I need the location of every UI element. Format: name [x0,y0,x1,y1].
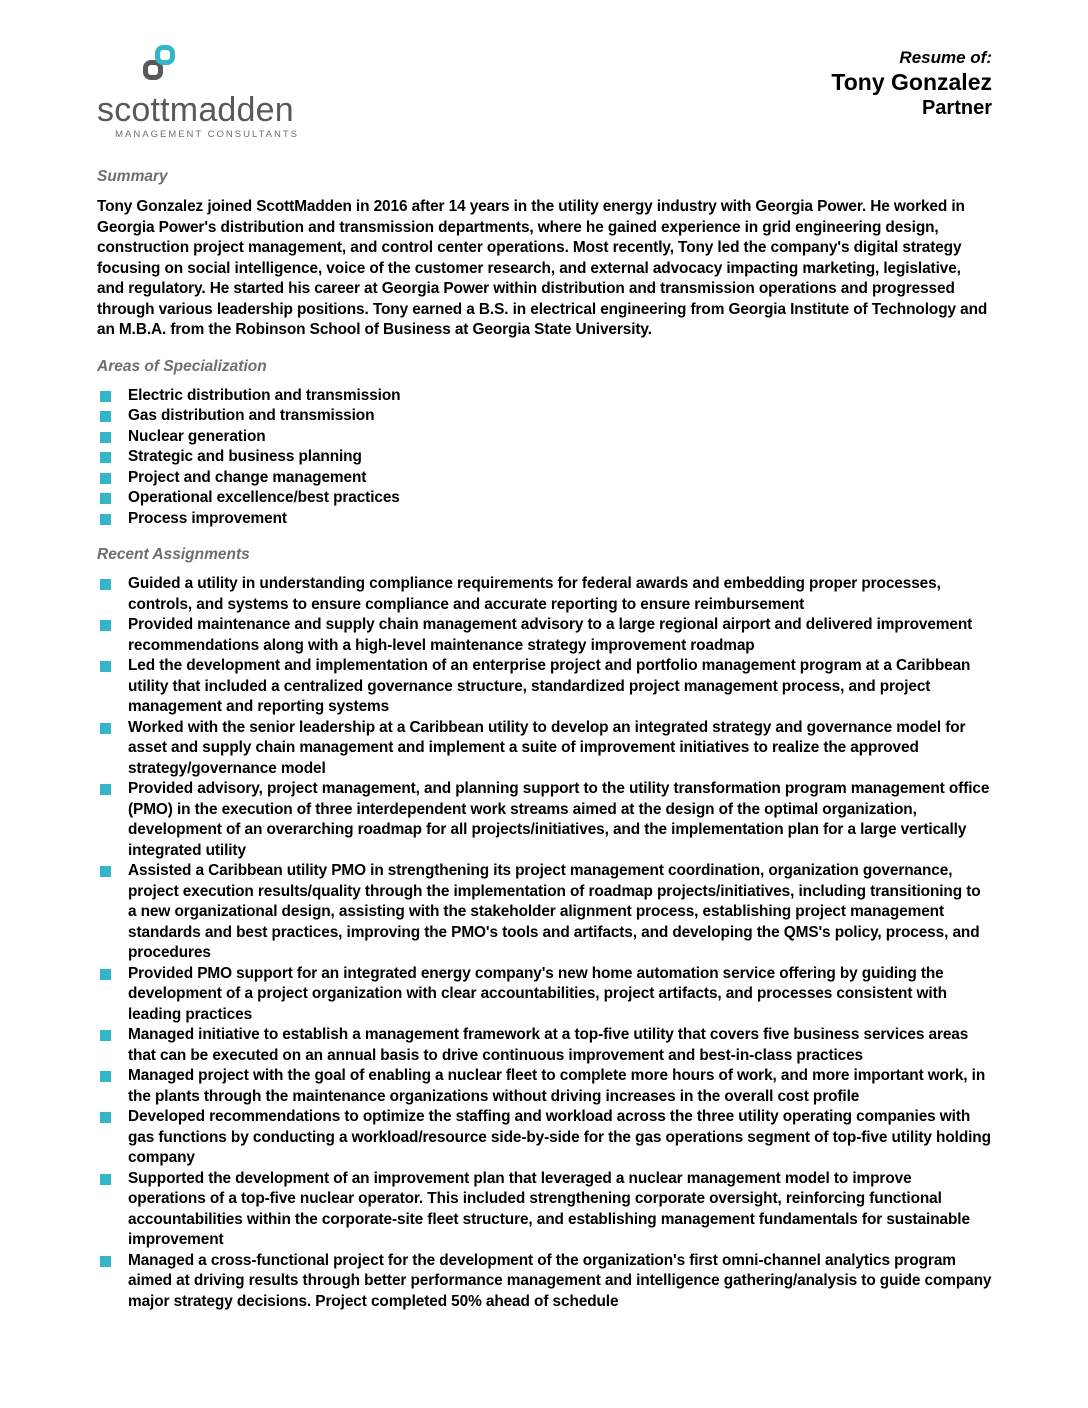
list-item-text: Managed a cross-functional project for the development of the organization's first omni-channel analytics program aimed at driving results through better performance management and intelligence gathering/analysis to guide company major strategy decisions. Project completed 50% ahead of schedule [128,1251,992,1310]
list-item-text: Operational excellence/best practices [128,489,400,506]
assignments-heading: Recent Assignments [97,546,250,563]
page-header [97,45,992,140]
list-item-text: Project and change management [128,468,367,486]
list-item-text: Provided maintenance and supply chain management advisory to a large regional airport and delivered improvement recommendations along with a high-level maintenance strategy improvement roadmap [128,616,973,654]
specialization-item [97,427,992,448]
assignment-item [97,1025,992,1066]
list-item-text: Managed project with the goal of enabling a nuclear fleet to complete more hours of work, and more important work, in the plants through the maintenance organizations without driving increases in the overall cost profile [128,1067,986,1105]
bullet-square-icon [100,866,111,877]
specialization-heading: Areas of Specialization [97,357,267,375]
scottmadden-logo [97,45,317,140]
person-title: Partner [921,97,992,119]
bullet-square-icon [100,1112,111,1123]
assignments-list [97,574,992,1312]
specialization-item [97,509,992,530]
list-item-text: Led the development and implementation of an enterprise project and portfolio management program at a Caribbean utility that included a centralized governance structure, standardized project management process, and project management and reporting systems [128,657,971,715]
logo-tagline: MANAGEMENT CONSULTANTS [115,129,299,140]
list-item-text: Provided PMO support for an integrated energy company's new home automation service offering by guiding the development of a project organization with clear accountabilities, project artifacts, and processes consistent with leading practices [128,964,947,1023]
specialization-item [97,488,992,509]
list-item-text: Process improvement [128,509,287,527]
bullet-square-icon [100,1256,111,1267]
list-item-text: Provided advisory, project management, and planning support to the utility transformation program management office (PMO) in the execution of three interdependent work streams aimed at the design of the optimal organization, development of an overarching roadmap for all projects/initiatives, and the implementation plan for a large vertically integrated utility [128,780,990,859]
specialization-item [97,468,992,489]
bullet-square-icon [100,579,111,590]
assignment-item [97,615,992,656]
list-item-text: Nuclear generation [128,427,266,445]
list-item-text: Supported the development of an improvement plan that leveraged a nuclear management model to improve operations of a top-five nuclear operator. This included strengthening corporate oversight, reinforcing functional accountabilities within the corporate-site fleet structure, and establishing management fundamentals for sustainable improvement [128,1169,970,1248]
bullet-square-icon [100,723,111,734]
list-item-text: Guided a utility in understanding compliance requirements for federal awards and embedding proper processes, controls, and systems to ensure compliance and accurate reporting to ensure reimbursement [128,575,941,613]
assignment-item [97,718,992,780]
specialization-item [97,386,992,407]
bullet-square-icon [100,391,111,402]
assignment-item [97,1107,992,1169]
list-item-text: Developed recommendations to optimize the staffing and workload across the three utility operating companies with gas functions by conducting a workload/resource side-by-side for the gas operations segment of top-five utility holding company [128,1108,991,1166]
bullet-square-icon [100,493,111,504]
bullet-square-icon [100,452,111,463]
bullet-square-icon [100,1174,111,1185]
assignment-item [97,1251,992,1313]
list-item-text: Managed initiative to establish a management framework at a top-five utility that covers five business services areas that can be executed on an annual basis to drive continuous improvement and best-in-class practices [128,1026,969,1064]
bullet-square-icon [100,514,111,525]
list-item-text: Strategic and business planning [128,448,362,465]
specialization-item [97,447,992,468]
bullet-square-icon [100,620,111,631]
bullet-square-icon [100,1071,111,1082]
logo-mark-icon [97,45,317,92]
assignment-item [97,964,992,1026]
list-item-text: Assisted a Caribbean utility PMO in strengthening its project management coordination, organization governance, project execution results/quality through the implementation of roadmap projects/initiatives, including transitioning to a new organizational design, assisting with the stakeholder alignment process, establishing project management standards and best practices, improving the PMO's tools and artifacts, and developing the QMS's policy, process, and procedures [128,862,981,961]
bullet-square-icon [100,411,111,422]
logo-teal-square-icon [155,45,175,65]
assignment-item [97,656,992,718]
list-item-text: Worked with the senior leadership at a Caribbean utility to develop an integrated strategy and governance model for asset and supply chain management and implement a suite of improvement initiatives to realize the approved strategy/governance model [128,718,966,777]
specialization-item [97,406,992,427]
bullet-square-icon [100,432,111,443]
list-item-text: Gas distribution and transmission [128,407,375,424]
resume-header-block [831,48,992,119]
summary-paragraph: Tony Gonzalez joined ScottMadden in 2016 after 14 years in the utility energy industry with Georgia Power. He worked in Georgia Power's distribution and transmission departments, where he gained experience in grid engineering design, construction project management, and control center operations. Most recently, Tony led the company's digital strategy focusing on social intelligence, voice of the customer research, and external advocacy impacting marketing, legislative, and regulatory. He started his career at Georgia Power within distribution and transmission operations and progressed through various leadership positions. Tony earned a B.S. in electrical engineering from Georgia Institute of Technology and an M.B.A. from the Robinson School of Business at Georgia State University. [97,198,988,338]
resume-of-label: Resume of: [899,48,992,67]
bullet-square-icon [100,661,111,672]
bullet-square-icon [100,1030,111,1041]
person-name: Tony Gonzalez [831,69,992,95]
assignment-item [97,574,992,615]
bullet-square-icon [100,473,111,484]
bullet-square-icon [100,969,111,980]
assignment-item [97,861,992,964]
assignment-item [97,1169,992,1251]
summary-heading: Summary [97,168,168,185]
assignment-item [97,1066,992,1107]
bullet-square-icon [100,784,111,795]
list-item-text: Electric distribution and transmission [128,386,401,404]
logo-wordmark: scottmadden [97,91,294,129]
assignment-item [97,779,992,861]
specialization-list [97,386,992,530]
